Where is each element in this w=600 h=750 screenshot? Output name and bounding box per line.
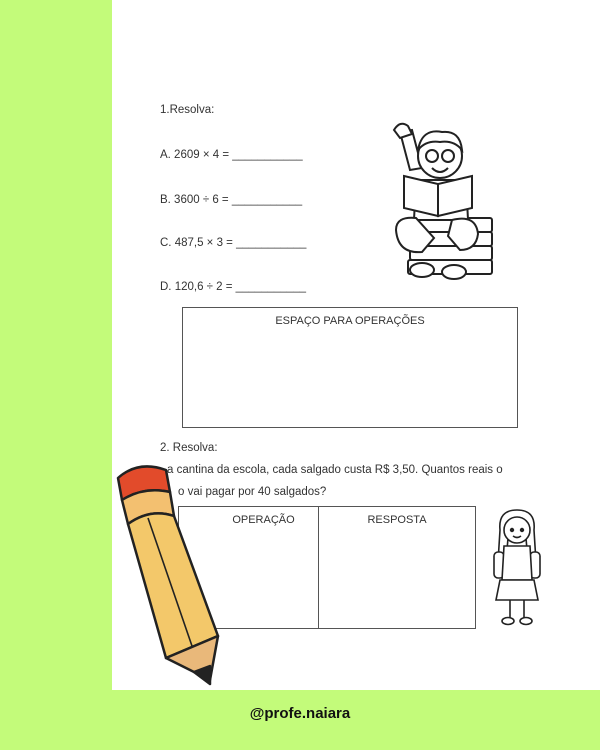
exercise1-item-a: A. 2609 × 4 = ___________ [160,149,303,161]
operations-box [182,307,518,428]
boy-reading-illustration [382,120,497,288]
exercise1-item-c: C. 487,5 × 3 = ___________ [160,237,307,249]
exercise2-title: 2. Resolva: [160,442,218,454]
answer-column [318,506,476,629]
author-handle[interactable]: @profe.naiara [249,705,351,722]
exercise1-item-d: D. 120,6 ÷ 2 = ___________ [160,281,307,293]
operations-box-label: ESPAÇO PARA OPERAÇÕES [275,315,425,327]
exercise2-line2: o vai pagar por 40 salgados? [178,486,327,498]
exercise2-line1: a cantina da escola, cada salgado custa R$ 3,50. Quantos reais o [167,464,503,476]
pencil-illustration [108,458,228,694]
exercise1-title: 1.Resolva: [160,104,215,116]
exercise1-item-b: B. 3600 ÷ 6 = ___________ [160,194,303,206]
girl-illustration [488,508,546,628]
operation-column-label: OPERAÇÃO [232,514,295,526]
answer-column-label: RESPOSTA [367,514,427,526]
